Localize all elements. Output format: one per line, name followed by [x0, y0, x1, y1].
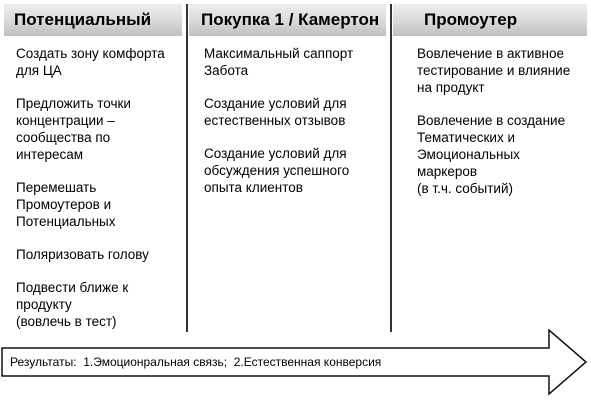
list-item: Вовлечение в активное тестирование и влияние на продукт	[417, 46, 571, 95]
column-purchase	[204, 45, 388, 212]
results-label: Результаты: 1.Эмоционральная связь; 2.Естественная конверсия	[10, 355, 382, 369]
column-divider	[186, 4, 188, 332]
column-header-potential: Потенциальный	[4, 4, 182, 36]
list-item: Перемешать Промоутеров и Потенциальных	[16, 180, 116, 229]
column-potential	[16, 45, 184, 346]
list-item: Создание условий для естественных отзывов	[204, 96, 347, 128]
list-item: Поляризовать голову	[16, 247, 149, 262]
column-header-promoter: Промоутер	[393, 4, 587, 36]
list-item: Вовлечение в создание Тематических и Эмоциональных маркеров (в т.ч. событий)	[417, 113, 566, 196]
list-item: Создание условий для обсуждения успешного опыта клиентов	[204, 146, 350, 195]
list-item: Максимальный саппорт Забота	[204, 46, 354, 78]
column-header-purchase: Покупка 1 / Камертон	[189, 4, 386, 36]
column-promoter	[417, 45, 589, 213]
list-item: Предложить точки концентрации – сообщества по интересам	[16, 96, 131, 162]
column-divider	[390, 4, 392, 332]
list-item: Подвести ближе к продукту (вовлечь в тест)	[16, 280, 129, 329]
list-item: Создать зону комфорта для ЦА	[16, 46, 165, 78]
